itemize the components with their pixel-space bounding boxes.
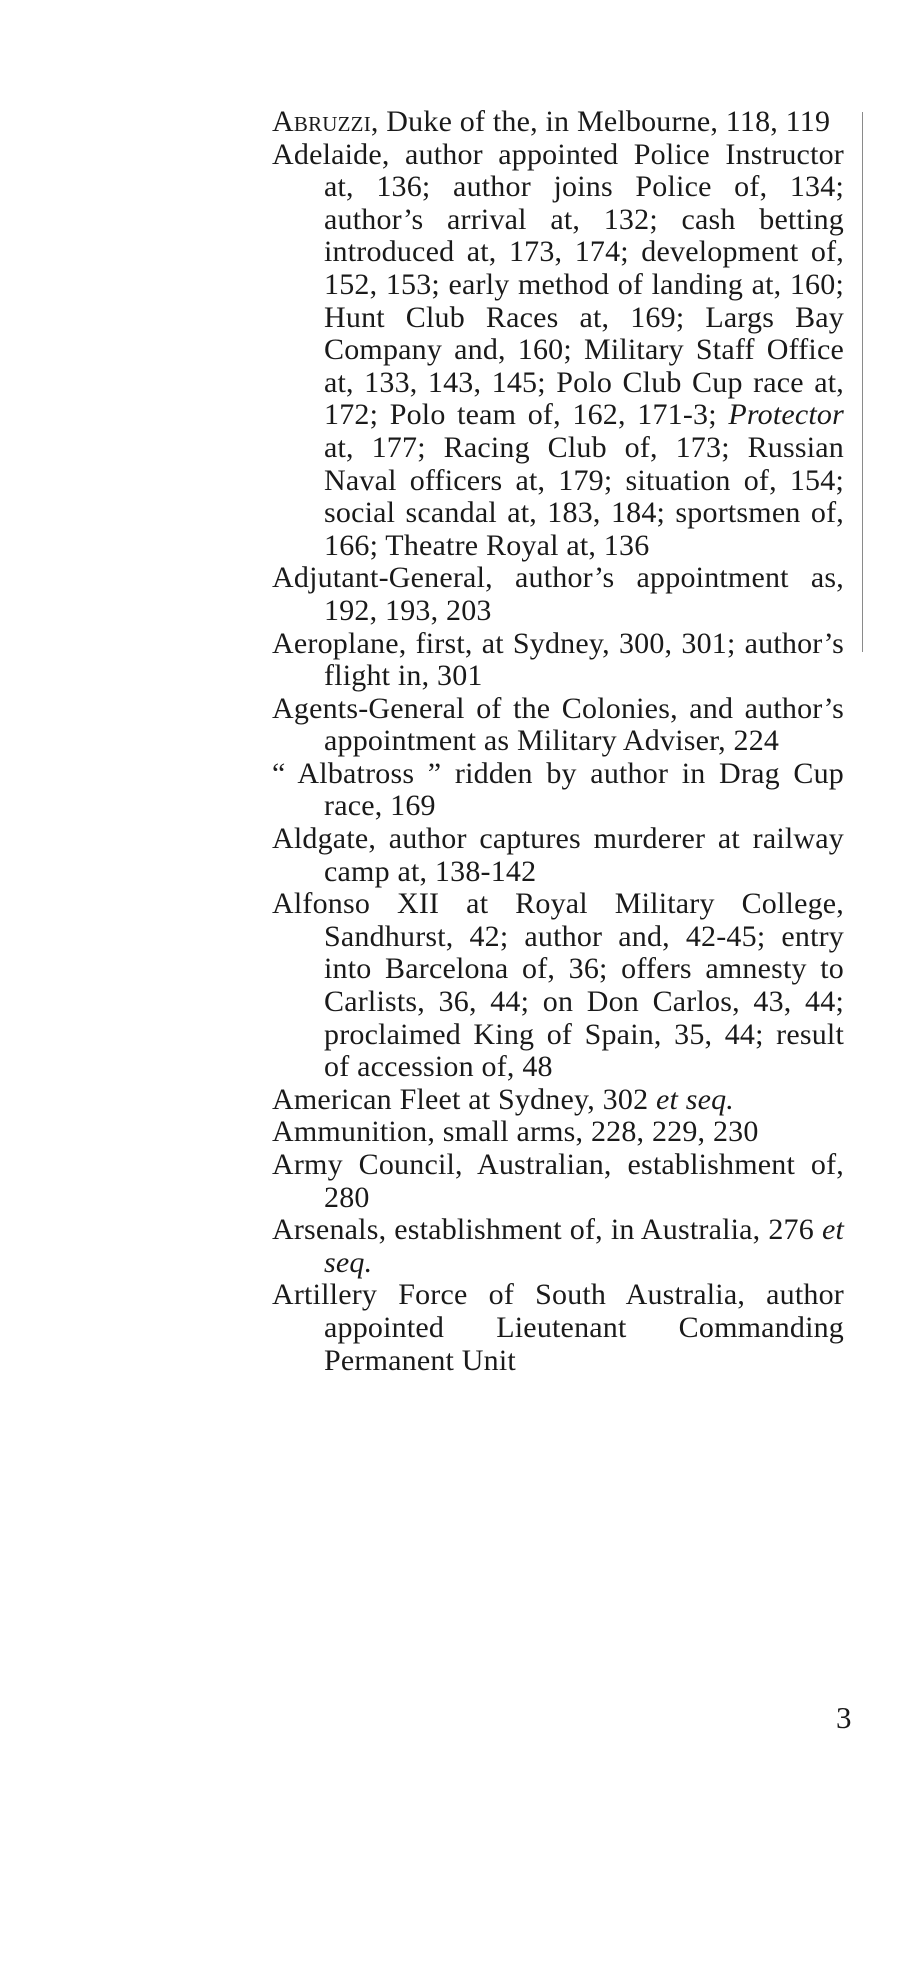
- entry-heading: Adelaide: [272, 137, 382, 171]
- index-entry-ammunition: [272, 1116, 844, 1149]
- index-entry-arsenals: [272, 1214, 844, 1279]
- entry-text: of the Colonies, and author’s appointment as Military Adviser, 224: [324, 691, 844, 758]
- entry-text: , Duke of the, in Melbourne, 118, 119: [370, 105, 831, 138]
- index-entry-american-fleet: [272, 1084, 844, 1117]
- entry-text: , author captures murderer at railway camp at, 138-142: [324, 822, 844, 888]
- entry-heading: Alfonso XII: [272, 887, 440, 921]
- index-entry-alfonso-xii: [272, 888, 844, 1084]
- index-entry-adjutant-general: [272, 562, 844, 627]
- entry-heading: Aldgate: [272, 822, 369, 856]
- entry-heading: Artillery Force: [272, 1278, 468, 1312]
- entry-heading: Adjutant-General: [272, 561, 486, 595]
- index-entry-artillery-force: [272, 1279, 844, 1377]
- entry-heading: Abruzzi: [272, 105, 371, 138]
- entry-text: , establishment of, in Australia, 276: [378, 1213, 822, 1247]
- page-number: 3: [836, 1700, 852, 1735]
- entry-heading: Agents-General: [272, 691, 465, 725]
- entry-text: of South Australia, author appointed Lieutenant Commanding Permanent Unit: [324, 1278, 844, 1377]
- entry-text: , first, at Sydney, 300, 301; author’s flight in, 301: [324, 626, 844, 693]
- entry-text: at Royal Military College, Sandhurst, 42; author and, 42-45; entry into Barcelona of, 36; offers amnesty to Carlists, 36, 44; on Don Carlos, 43, 44; proclaimed King of Spain, 35, 44; result of accession of, 48: [324, 887, 845, 1084]
- entry-text-tail: at, 177; Racing Club of, 173; Russian Naval officers at, 179; situation of, 154; social scandal at, 183, 184; sportsmen of, 166; Theatre Royal at, 136: [324, 430, 844, 562]
- entry-text: at Sydney, 302: [460, 1082, 656, 1116]
- index-entry-aeroplane: [272, 628, 844, 693]
- margin-rule: [862, 112, 863, 652]
- index-entry-agents-general: [272, 693, 844, 758]
- index-column: [272, 106, 844, 1377]
- entry-heading: Army Council: [272, 1148, 456, 1181]
- index-entry-army-council: [272, 1149, 844, 1214]
- entry-italic-text: et seq.: [655, 1082, 735, 1116]
- entry-text: ridden by author in Drag Cup race, 169: [324, 756, 844, 823]
- index-entry-abruzzi: [272, 106, 844, 139]
- entry-heading: Ammunition: [272, 1115, 428, 1149]
- entry-italic-text: et seq.: [324, 1213, 844, 1279]
- index-entry-adelaide: [272, 139, 844, 563]
- entry-italic-text: Protector: [728, 398, 844, 432]
- entry-heading: American Fleet: [272, 1082, 461, 1116]
- entry-heading: Aeroplane: [272, 626, 399, 660]
- index-entry-albatross: [272, 758, 844, 823]
- entry-text: , author appointed Police Instructor at, 136; author joins Police of, 134; author’s arrival at, 132; cash betting introduced at, 173, 174; development of, 152, 153; early method of landing at, 160; Hunt Club Races at, 169; Largs Bay Company and, 160; Military Staff Office at, 133, 143, 145; Polo Club Cup race at, 172; Polo team of, 162, 171-3;: [324, 137, 844, 432]
- entry-text: , Australian, establishment of, 280: [324, 1148, 844, 1214]
- entry-text: , small arms, 228, 229, 230: [427, 1115, 759, 1149]
- entry-heading: “ Albatross ”: [272, 756, 442, 790]
- index-entry-aldgate: [272, 823, 844, 888]
- entry-text: , author’s appointment as, 192, 193, 203: [324, 561, 844, 627]
- entry-heading: Arsenals: [272, 1213, 379, 1247]
